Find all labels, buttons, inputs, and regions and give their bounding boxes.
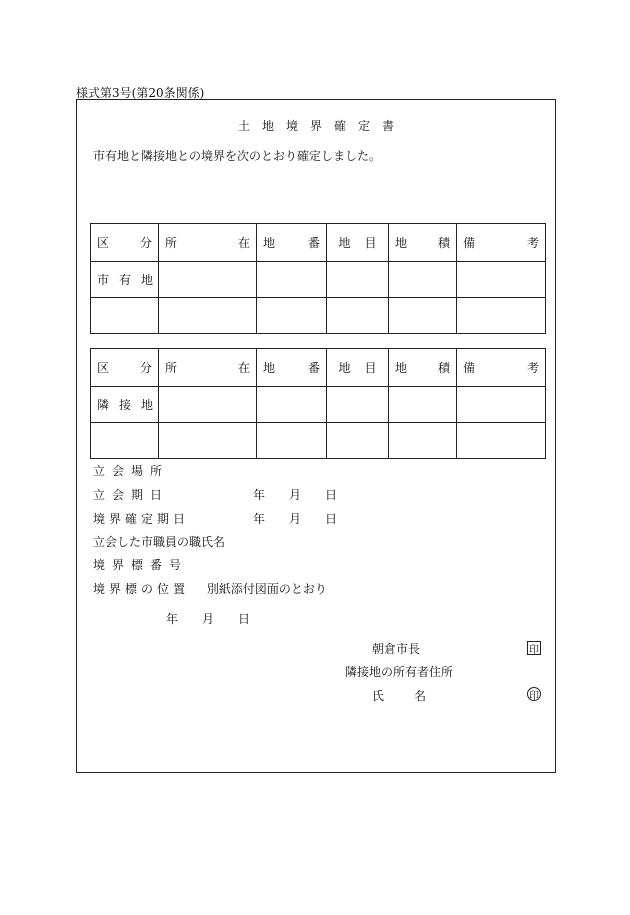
cell-empty[interactable] [327,387,389,423]
header-shozai: 所 在 [159,349,257,387]
cell-empty[interactable] [457,262,546,298]
cell-empty[interactable] [91,423,159,459]
city-land-table [90,223,546,334]
table-row [91,423,546,459]
table-header-row [91,224,546,262]
table-row [91,262,546,298]
cell-empty[interactable] [327,262,389,298]
header-chiban: 地 番 [257,224,327,262]
neighbor-address-label: 隣接地の所有者住所 [345,665,454,679]
table-header-row [91,349,546,387]
header-kubun: 区 分 [91,224,159,262]
cell-empty[interactable] [327,298,389,334]
header-chiseki: 地 積 [389,349,457,387]
cell-empty[interactable] [389,262,457,298]
seal-round: 印 [527,687,541,701]
adjacent-land-table [90,348,546,459]
cell-empty[interactable] [257,262,327,298]
header-chiseki: 地 積 [389,224,457,262]
form-number: 様式第3号(第20条関係) [76,86,205,100]
header-biko: 備 考 [457,349,546,387]
header-chimoku: 地 目 [327,349,389,387]
field-tachiai-basho: 立会場所 [93,464,170,478]
document-title: 土地境界確定書 [237,119,406,133]
field-tachiai-kijitsu-row [93,486,393,503]
mayor-label: 朝倉市長 [372,642,421,656]
field-shokuin: 立会した市職員の職氏名 [93,535,226,549]
cell-empty[interactable] [257,423,327,459]
row-label-city-land: 市有地 [91,262,159,298]
field-hyo-ichi-row [93,580,327,597]
field-kakutei-kijitsu: 境界確定期日 [93,512,190,526]
cell-empty[interactable] [389,423,457,459]
document-frame [76,99,556,773]
header-chimoku: 地 目 [327,224,389,262]
header-kubun: 区 分 [91,349,159,387]
seal-square: 印 [527,641,541,655]
cell-empty[interactable] [389,387,457,423]
cell-empty[interactable] [159,423,257,459]
cell-empty[interactable] [327,423,389,459]
date-field[interactable]: 年 月 日 [253,512,338,526]
row-label-adjacent-land: 隣接地 [91,387,159,423]
header-biko: 備 考 [457,224,546,262]
cell-empty[interactable] [91,298,159,334]
field-hyo-ichi: 境界標の位置 [93,582,190,596]
cell-empty[interactable] [457,298,546,334]
cell-empty[interactable] [257,298,327,334]
name-label: 氏 名 [372,689,427,703]
header-shozai: 所 在 [159,224,257,262]
header-chiban: 地 番 [257,349,327,387]
cell-empty[interactable] [389,298,457,334]
cell-empty[interactable] [457,387,546,423]
field-hyo-bango: 境界標番号 [93,558,189,572]
issue-date[interactable]: 年 月 日 [166,612,251,626]
cell-empty[interactable] [257,387,327,423]
field-tachiai-kijitsu: 立会期日 [93,488,170,502]
table-row [91,298,546,334]
cell-empty[interactable] [457,423,546,459]
table-row [91,387,546,423]
field-kakutei-kijitsu-row [93,510,393,527]
cell-empty[interactable] [159,387,257,423]
intro-text: 市有地と隣接地との境界を次のとおり確定しました。 [93,149,382,163]
date-field[interactable]: 年 月 日 [253,488,338,502]
cell-empty[interactable] [159,298,257,334]
field-hyo-ichi-value: 別紙添付図面のとおり [206,582,327,596]
cell-empty[interactable] [159,262,257,298]
